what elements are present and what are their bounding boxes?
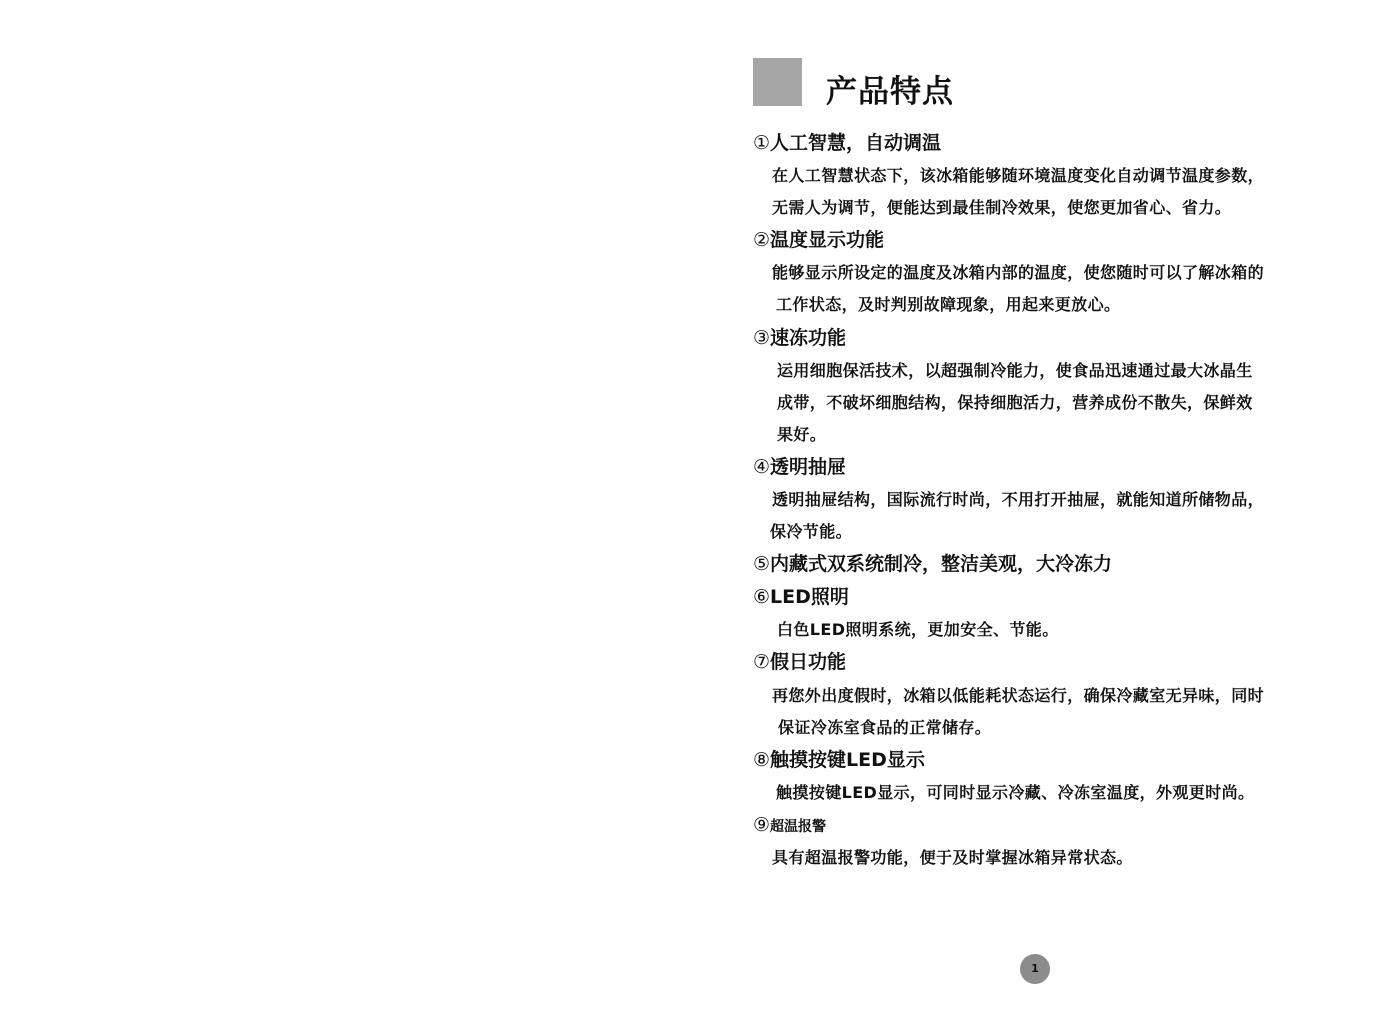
feature-number: ① bbox=[753, 132, 771, 154]
feature-description-line: 再您外出度假时，冰箱以低能耗状态运行，确保冷藏室无异味，同时 bbox=[772, 686, 1265, 705]
feature-title: 透明抽屉 bbox=[770, 456, 847, 478]
feature-heading-3 bbox=[753, 325, 846, 351]
feature-number: ⑧ bbox=[753, 749, 771, 771]
page-number-badge: 1 bbox=[1020, 954, 1050, 984]
feature-description-line: 保证冷冻室食品的正常储存。 bbox=[778, 718, 992, 737]
feature-heading-5 bbox=[753, 551, 1112, 577]
feature-number: ⑥ bbox=[753, 586, 771, 608]
feature-heading-8 bbox=[753, 747, 925, 773]
feature-title: 触摸按键LED显示 bbox=[770, 749, 925, 771]
feature-number: ⑤ bbox=[753, 553, 771, 575]
feature-description-line: 触摸按键LED显示，可同时显示冷藏、冷冻室温度，外观更时尚。 bbox=[776, 783, 1255, 802]
feature-heading-7 bbox=[753, 649, 846, 675]
feature-description-line: 透明抽屉结构，国际流行时尚，不用打开抽屉，就能知道所储物品， bbox=[772, 490, 1265, 509]
feature-description-line: 在人工智慧状态下，该冰箱能够随环境温度变化自动调节温度参数， bbox=[772, 166, 1265, 185]
feature-heading-2 bbox=[753, 227, 884, 253]
feature-heading-6 bbox=[753, 584, 849, 610]
feature-title: 内藏式双系统制冷，整洁美观，大冷冻力 bbox=[770, 553, 1113, 575]
feature-description-line: 果好。 bbox=[777, 425, 827, 444]
feature-number: ③ bbox=[753, 327, 771, 349]
feature-title: LED照明 bbox=[770, 586, 849, 608]
feature-description-line: 保冷节能。 bbox=[770, 522, 853, 541]
feature-title: 温度显示功能 bbox=[770, 229, 885, 251]
feature-heading-9 bbox=[753, 812, 826, 840]
feature-title: 人工智慧，自动调温 bbox=[770, 132, 942, 154]
feature-heading-1 bbox=[753, 130, 941, 156]
feature-description-line: 无需人为调节，便能达到最佳制冷效果，使您更加省心、省力。 bbox=[772, 198, 1232, 217]
page-title: 产品特点 bbox=[826, 74, 954, 110]
feature-title: 超温报警 bbox=[770, 819, 827, 835]
feature-description-line: 具有超温报警功能，便于及时掌握冰箱异常状态。 bbox=[772, 848, 1133, 867]
feature-description-line: 成带，不破坏细胞结构，保持细胞活力，营养成份不散失，保鲜效 bbox=[777, 393, 1253, 412]
feature-description-line: 运用细胞保活技术，以超强制冷能力，使食品迅速通过最大冰晶生 bbox=[777, 361, 1253, 380]
section-marker bbox=[753, 58, 802, 106]
feature-number: ② bbox=[753, 229, 771, 251]
feature-title: 假日功能 bbox=[770, 651, 847, 673]
feature-description-line: 能够显示所设定的温度及冰箱内部的温度，使您随时可以了解冰箱的 bbox=[772, 263, 1265, 282]
feature-number: ④ bbox=[753, 456, 771, 478]
feature-description-line: 工作状态，及时判别故障现象，用起来更放心。 bbox=[776, 295, 1121, 314]
feature-heading-4 bbox=[753, 454, 846, 480]
feature-description-line: 白色LED照明系统，更加安全、节能。 bbox=[777, 620, 1059, 639]
feature-number: ⑨ bbox=[753, 814, 771, 836]
feature-number: ⑦ bbox=[753, 651, 771, 673]
feature-title: 速冻功能 bbox=[770, 327, 847, 349]
